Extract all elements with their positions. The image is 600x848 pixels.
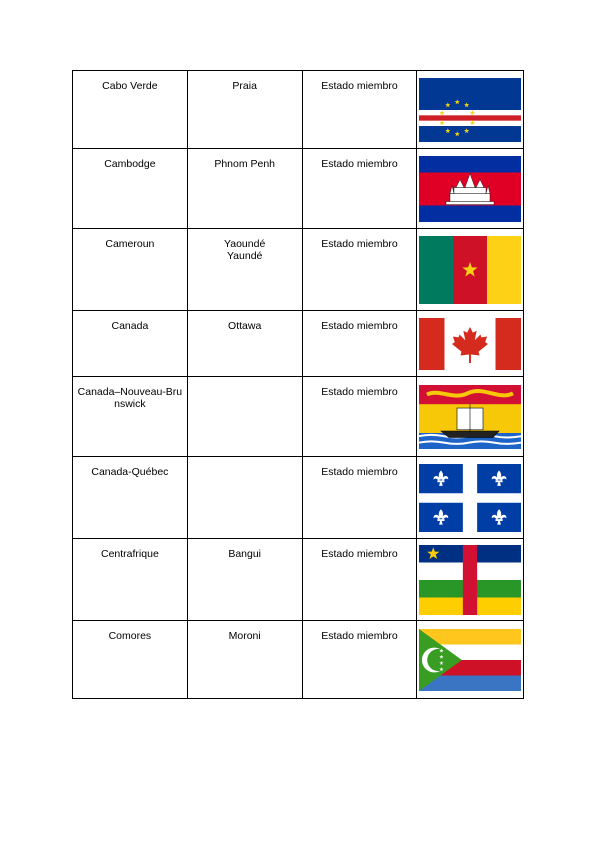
status-cell: Estado miembro (302, 621, 417, 699)
status-cell: Estado miembro (302, 229, 417, 311)
flag-cell (417, 311, 524, 377)
table-row (73, 377, 524, 457)
capital-name: Yaoundé (224, 238, 266, 250)
new-brunswick-flag-icon (419, 385, 521, 449)
table-row (73, 621, 524, 699)
country-name-cell: Cabo Verde (73, 71, 188, 149)
capital-cell (187, 539, 302, 621)
capital-name: Phnom Penh (214, 158, 276, 170)
capital-cell (187, 457, 302, 539)
flag-cell (417, 539, 524, 621)
capital-cell (187, 149, 302, 229)
capital-cell (187, 71, 302, 149)
table-row (73, 457, 524, 539)
country-name-cell: Canada (73, 311, 188, 377)
table-row (73, 539, 524, 621)
country-name-cell: Canada-Québec (73, 457, 188, 539)
flag-cell (417, 71, 524, 149)
canada-flag-icon (419, 318, 521, 370)
status-cell: Estado miembro (302, 149, 417, 229)
capital-name: Ottawa (228, 320, 262, 332)
status-cell: Estado miembro (302, 311, 417, 377)
country-name-cell: Cambodge (73, 149, 188, 229)
flag-cell (417, 621, 524, 699)
member-table (72, 70, 524, 699)
country-name-cell: Cameroun (73, 229, 188, 311)
flag-cell (417, 229, 524, 311)
country-name-cell: Centrafrique (73, 539, 188, 621)
capital-name: Bangui (228, 548, 262, 560)
status-cell: Estado miembro (302, 71, 417, 149)
central-african-republic-flag-icon (419, 545, 521, 615)
cambodia-flag-icon (419, 156, 521, 222)
flag-cell (417, 149, 524, 229)
capital-cell (187, 311, 302, 377)
table-row (73, 229, 524, 311)
flag-cell (417, 457, 524, 539)
table-row (73, 149, 524, 229)
status-cell: Estado miembro (302, 539, 417, 621)
country-name-cell: Canada–Nouveau-Brunswick (73, 377, 188, 457)
capital-name: Yaundé (226, 250, 263, 262)
capital-cell (187, 621, 302, 699)
status-cell: Estado miembro (302, 377, 417, 457)
cabo-verde-flag-icon (419, 78, 521, 142)
table-row (73, 311, 524, 377)
country-name-cell: Comores (73, 621, 188, 699)
capital-name: Praia (232, 80, 257, 92)
comoros-flag-icon (419, 629, 521, 691)
capital-cell (187, 377, 302, 457)
flag-cell (417, 377, 524, 457)
quebec-flag-icon (419, 464, 521, 532)
capital-cell (187, 229, 302, 311)
cameroon-flag-icon (419, 236, 521, 304)
status-cell: Estado miembro (302, 457, 417, 539)
table-row (73, 71, 524, 149)
capital-name: Moroni (228, 630, 261, 642)
